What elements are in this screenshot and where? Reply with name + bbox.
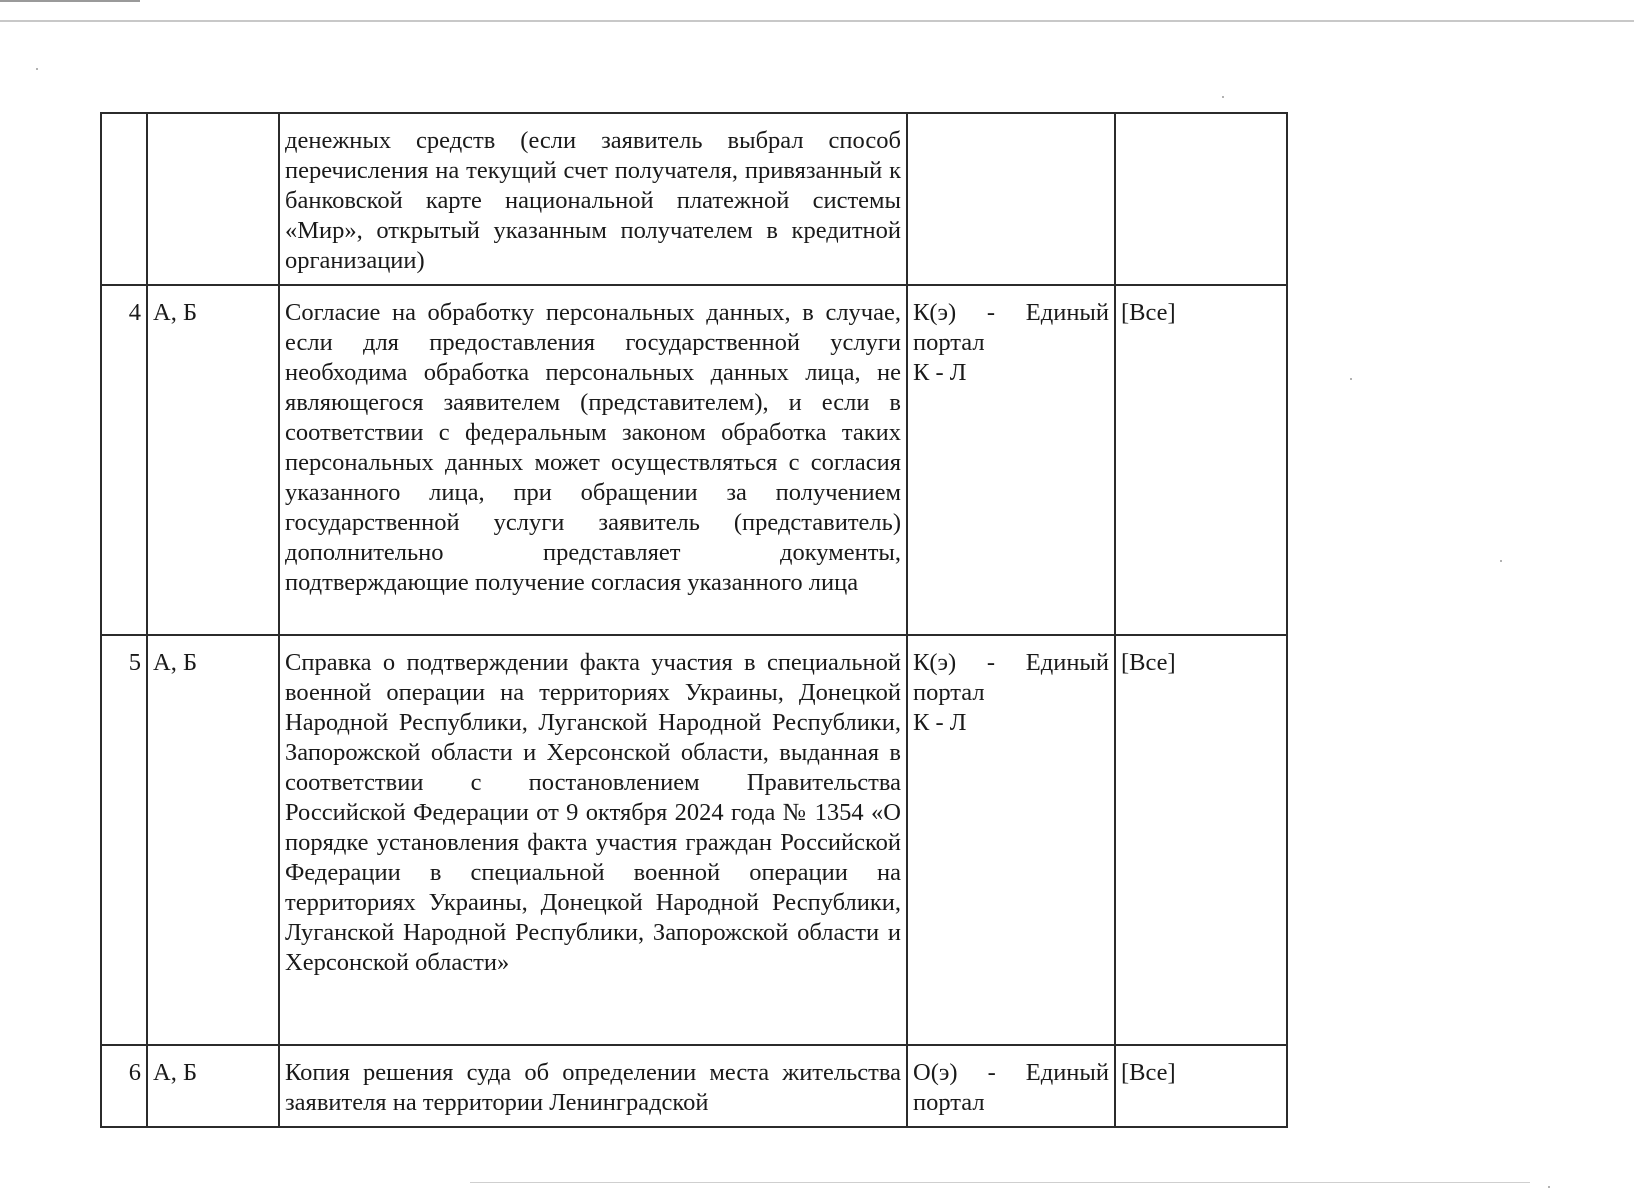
scan-speck xyxy=(1350,378,1352,380)
scan-artifact-top-left xyxy=(0,0,140,2)
scan-speck xyxy=(1222,96,1224,98)
table-row xyxy=(101,1045,1287,1127)
row-submission-form xyxy=(907,635,1115,1045)
row-document-text: Справка о подтверждении факта участия в специальной военной операции на территориях Украины, Донецкой Народной Республики, Луганской Народной Республики, Запорожской области и Херсонской области, выданная в соответствии с постановлением Правительства Российской Федерации от 9 октября 2024 года № 1354 «О порядке установления факта участия граждан Российской Федерации в специальной военной операции на территориях Украины, Донецкой Народной Республики, Луганской Народной Республики, Запорожской области и Херсонской области» xyxy=(279,635,907,1045)
documents-table xyxy=(100,112,1288,1128)
table-row xyxy=(101,113,1287,285)
submission-form-line: портал xyxy=(913,679,985,706)
submission-form-line: К(э) - Единый xyxy=(913,299,1109,326)
scan-speck xyxy=(1548,1186,1550,1188)
row-scope: [Все] xyxy=(1115,285,1287,635)
row-category: А, Б xyxy=(147,1045,279,1127)
row-number: 5 xyxy=(101,635,147,1045)
row-scope xyxy=(1115,113,1287,285)
row-category: А, Б xyxy=(147,285,279,635)
submission-form-line: О(э) - Единый xyxy=(913,1059,1109,1086)
row-submission-form xyxy=(907,113,1115,285)
row-category: А, Б xyxy=(147,635,279,1045)
scan-speck xyxy=(36,68,38,70)
table-row xyxy=(101,635,1287,1045)
submission-form-line: К(э) - Единый xyxy=(913,649,1109,676)
row-submission-form xyxy=(907,285,1115,635)
scan-speck xyxy=(1500,560,1502,562)
submission-form-line: портал xyxy=(913,1089,985,1116)
row-number: 6 xyxy=(101,1045,147,1127)
submission-form-line: портал xyxy=(913,329,985,356)
row-scope: [Все] xyxy=(1115,635,1287,1045)
row-document-text: денежных средств (если заявитель выбрал способ перечисления на текущий счет получателя, привязанный к банковской карте национальной платежной системы «Мир», открытый указанным получателем в кредитной организации) xyxy=(279,113,907,285)
submission-form-line: К - Л xyxy=(913,359,967,386)
row-number: 4 xyxy=(101,285,147,635)
scan-artifact-top-line xyxy=(0,20,1634,22)
row-document-text: Согласие на обработку персональных данных, в случае, если для предоставления государственной услуги необходима обработка персональных данных лица, не являющегося заявителем (представителем), и если в соответствии с федеральным законом обработка таких персональных данных может осуществляться с согласия указанного лица, при обращении за получением государственной услуги заявитель (представитель) дополнительно представляет документы, подтверждающие получение согласия указанного лица xyxy=(279,285,907,635)
row-submission-form xyxy=(907,1045,1115,1127)
row-category xyxy=(147,113,279,285)
row-document-text: Копия решения суда об определении места жительства заявителя на территории Ленинградской xyxy=(279,1045,907,1127)
table-row xyxy=(101,285,1287,635)
submission-form-line: К - Л xyxy=(913,709,967,736)
scan-artifact-bottom-line xyxy=(470,1182,1530,1183)
row-scope: [Все] xyxy=(1115,1045,1287,1127)
row-number xyxy=(101,113,147,285)
